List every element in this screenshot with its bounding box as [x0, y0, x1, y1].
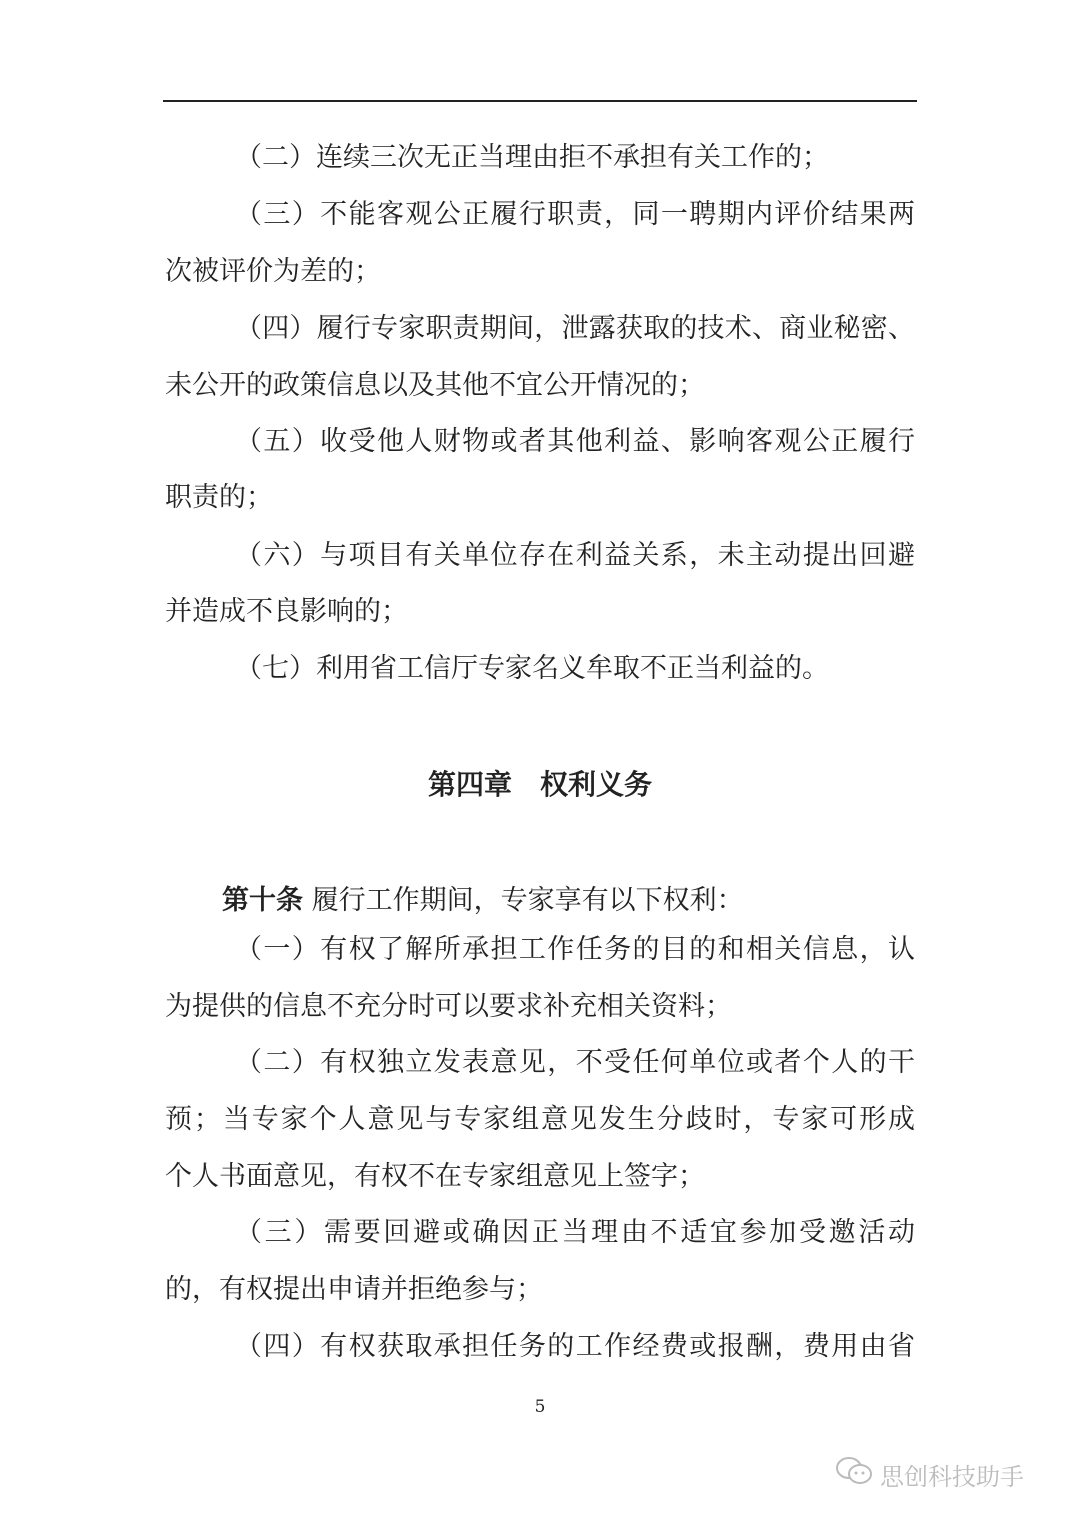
article-text: 履行工作期间，专家享有以下权利：: [303, 885, 744, 916]
text-line: （一）有权了解所承担工作任务的目的和相关信息，认: [235, 934, 915, 965]
text-line: （三）需要回避或确因正当理由不适宜参加受邀活动: [235, 1217, 915, 1248]
text-line: （五）收受他人财物或者其他利益、影响客观公正履行: [235, 426, 915, 457]
article-ten: [222, 884, 915, 918]
text-line: 次被评价为差的；: [165, 256, 381, 287]
page-number: 5: [534, 1397, 546, 1417]
wechat-icon: [834, 1455, 874, 1493]
text-line: （二）连续三次无正当理由拒不承担有关工作的；: [235, 142, 829, 173]
text-line: （二）有权独立发表意见，不受任何单位或者个人的干: [235, 1047, 915, 1078]
text-line: 为提供的信息不充分时可以要求补充相关资料；: [165, 991, 732, 1022]
article-label: 第十条: [222, 885, 303, 916]
header-rule: [163, 100, 917, 102]
text-line: 预；当专家个人意见与专家组意见发生分歧时，专家可形成: [165, 1104, 915, 1135]
text-line: 职责的；: [165, 482, 273, 513]
text-line: 的，有权提出申请并拒绝参与；: [165, 1274, 543, 1305]
text-line: 并造成不良影响的；: [165, 596, 408, 627]
watermark: [834, 1455, 1024, 1493]
text-line: （六）与项目有关单位存在利益关系，未主动提出回避: [235, 540, 915, 571]
text-line: （三）不能客观公正履行职责，同一聘期内评价结果两: [235, 199, 915, 230]
text-line: （七）利用省工信厅专家名义牟取不正当利益的。: [235, 653, 829, 684]
text-line: （四）有权获取承担任务的工作经费或报酬，费用由省: [235, 1331, 915, 1362]
watermark-text: 思创科技助手: [880, 1462, 1024, 1491]
text-line: （四）履行专家职责期间，泄露获取的技术、商业秘密、: [235, 313, 915, 344]
text-line: 个人书面意见，有权不在专家组意见上签字；: [165, 1161, 705, 1192]
text-line: 未公开的政策信息以及其他不宜公开情况的；: [165, 370, 705, 401]
chapter-heading: 第四章 权利义务: [427, 768, 652, 801]
